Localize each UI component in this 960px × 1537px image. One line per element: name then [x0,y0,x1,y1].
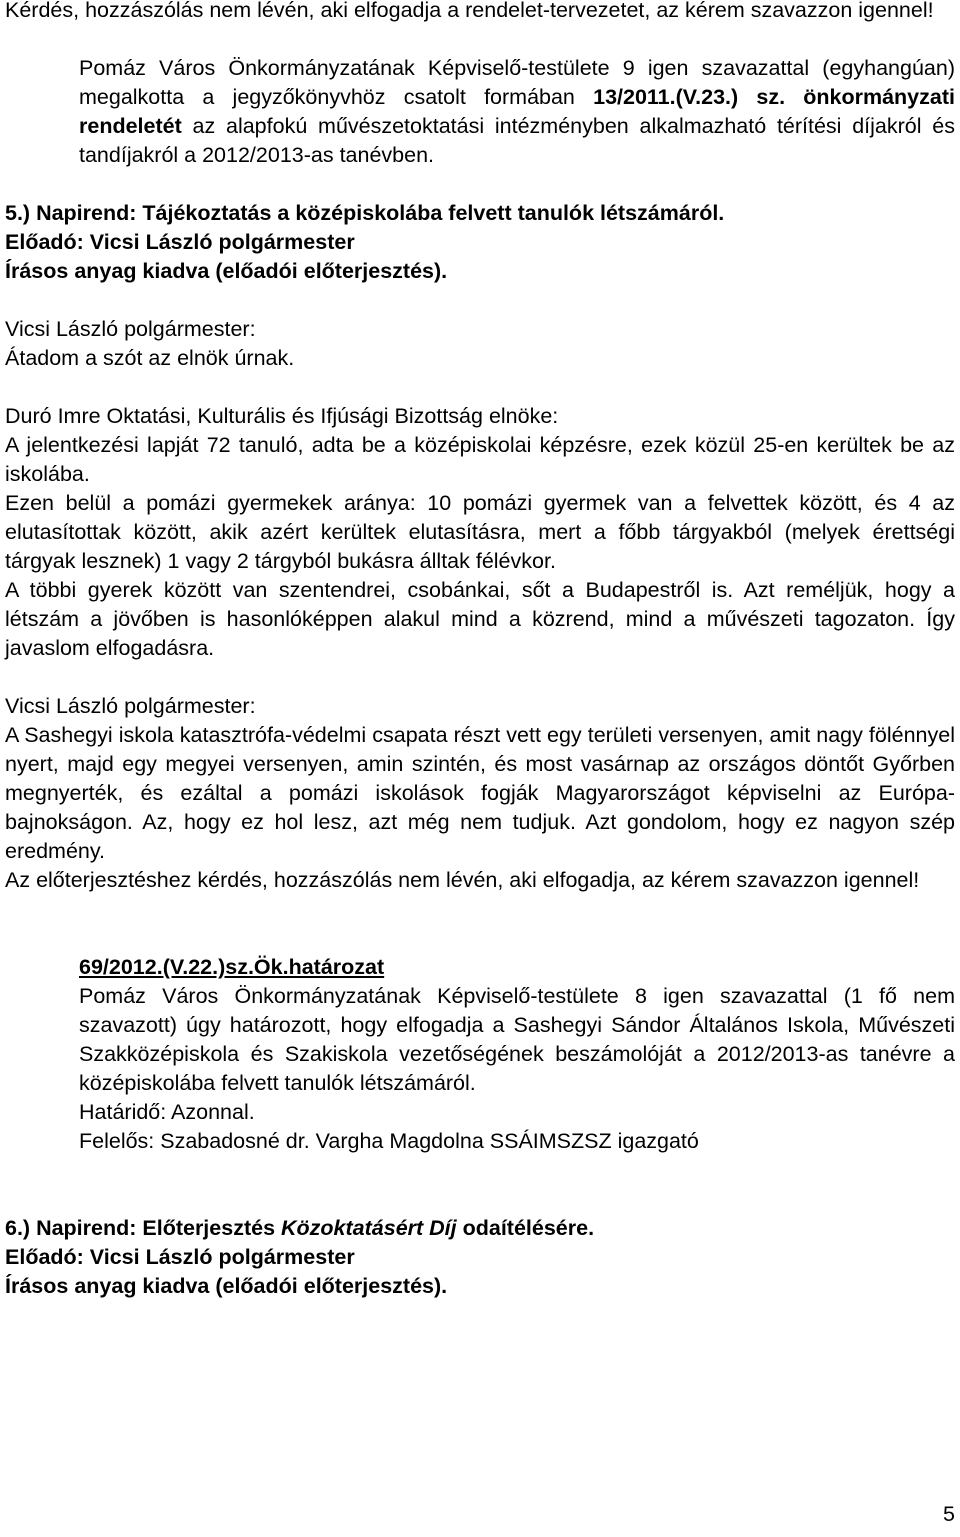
agenda-item-5-presenter: Előadó: Vicsi László polgármester [5,230,355,254]
speech-paragraph: Az előterjesztéshez kérdés, hozzászólás nem lévén, aki elfogadja, az kérem szavazzon igennel! [5,868,920,892]
resolution-title: 69/2012.(V.22.)sz.Ök.határozat [79,955,385,979]
decision-regulation-ref: 13/2011.(V.23.) sz. önkormányzati rendeletét [79,85,955,138]
agenda-item-6-award-name: Közoktatásért Díj [281,1216,457,1240]
resolution-text: Pomáz Város Önkormányzatának Képviselő-testülete 8 igen szavazattal (1 fő nem szavazott) úgy határozott, hogy elfogadja a Sashegyi Sándor Általános Iskola, Művészeti Szakközépiskola és Szakiskola vezetőségének beszámolóját a 2012/2013-as tanévre a középiskolába felvett tanulók létszámáról. [79,984,955,1095]
speech-text: Átadom a szót az elnök úrnak. [5,346,295,370]
document-page [5,0,955,1301]
speech-paragraph: A jelentkezési lapját 72 tanuló, adta be a középiskolai képzésre, ezek közül 25-en kerültek be az iskolába. [5,433,955,486]
agenda-item-6-material: Írásos anyag kiadva (előadói előterjesztés). [5,1274,448,1298]
speech-paragraph: A többi gyerek között van szentendrei, csobánkai, sőt a Budapestről is. Azt reméljük, hogy a létszám a jövőben is hasonlóképpen alakul mind a közrend, mind a művészeti tagozaton. Így javaslom elfogadásra. [5,578,955,660]
speaker-name: Vicsi László polgármester: [5,317,256,341]
agenda-item-6-presenter: Előadó: Vicsi László polgármester [5,1245,355,1269]
resolution-deadline: Határidő: Azonnal. [79,1100,255,1124]
resolution-responsible: Felelős: Szabadosné dr. Vargha Magdolna SSÁIMSZSZ igazgató [79,1129,699,1153]
agenda-item-5-material: Írásos anyag kiadva (előadói előterjesztés). [5,259,448,283]
speaker-name: Duró Imre Oktatási, Kulturális és Ifjúsági Bizottság elnöke: [5,404,559,428]
agenda-item-6-heading-pre: 6.) Napirend: Előterjesztés [5,1216,281,1240]
speaker-name: Vicsi László polgármester: [5,694,256,718]
decision-text [79,54,955,170]
agenda-item-5-heading: 5.) Napirend: Tájékoztatás a középiskolába felvett tanulók létszámáról. [5,201,725,225]
agenda-item-6-heading [5,1214,955,1243]
decision-text-pre: Pomáz Város Önkormányzatának Képviselő-testülete 9 igen szavazattal (egyhangúan) megalkotta a jegyzőkönyvhöz csatolt formában [79,56,955,109]
page-number: 5 [943,1502,955,1526]
decision-text-post: az alapfokú művészetoktatási intézményben alkalmazható térítési díjakról és tandíjakról a 2012/2013-as tanévben. [79,114,955,167]
agenda-item-6-heading-post: odaítélésére. [456,1216,595,1240]
speech-paragraph: A Sashegyi iskola katasztrófa-védelmi csapata részt vett egy területi versenyen, amit nagy fölénnyel nyert, majd egy megyei versenyen, amin szintén, és most vasárnap az országos döntőt Győrben megnyerték, és ezáltal a pomázi iskolások fogják Magyarországot képviselni az Európa-bajnokságon. Az, hogy ez hol lesz, azt még nem tudjuk. Azt gondolom, hogy ez nagyon szép eredmény. [5,723,955,863]
vote-request-text: Kérdés, hozzászólás nem lévén, aki elfogadja a rendelet-tervezetet, az kérem szavazzon igennel! [5,0,934,22]
speech-paragraph: Ezen belül a pomázi gyermekek aránya: 10 pomázi gyermek van a felvettek között, és 4 az elutasítottak között, akik azért kerültek elutasításra, mert a főbb tárgyakból (melyek érettségi tárgyak lesznek) 1 vagy 2 tárgyból bukásra álltak félévkor. [5,491,955,573]
